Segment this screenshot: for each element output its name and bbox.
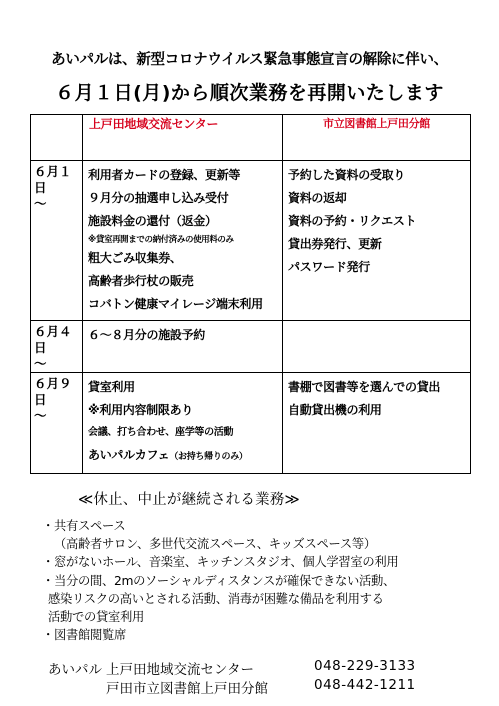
list-item: ・共有スペース xyxy=(42,519,126,533)
service-item: 貸出券発行、更新 xyxy=(288,237,382,251)
list-item: ・図書館閲覧席 xyxy=(42,628,126,643)
date-cell xyxy=(31,373,83,474)
suspended-list xyxy=(42,517,482,644)
service-item: 貸室利用 xyxy=(88,380,135,394)
center-services xyxy=(83,321,283,373)
suspended-title: ≪休止、中止が継続される業務≫ xyxy=(78,492,300,508)
table-row xyxy=(31,321,471,373)
table-header-row xyxy=(31,115,471,161)
service-item-cafe xyxy=(88,444,282,469)
service-item: 資料の返却 xyxy=(288,191,347,205)
date-tilde: ～ xyxy=(34,408,47,423)
date-tilde: ～ xyxy=(34,196,47,211)
date-label: ６月９日 xyxy=(34,376,72,407)
library-services xyxy=(283,161,471,321)
service-item: 書棚で図書等を選んでの貸出 xyxy=(288,380,441,394)
header-library: 市立図書館上戸田分館 xyxy=(283,115,471,161)
contact-name: 上戸田地域交流センター xyxy=(106,662,254,678)
service-item: 利用者カードの登録、更新等 xyxy=(88,168,241,182)
service-item: パスワード発行 xyxy=(288,260,370,274)
service-item: 高齢者歩行杖の販売 xyxy=(88,274,194,288)
contact-name: 戸田市立図書館上戸田分館 xyxy=(106,681,268,697)
date-label: ６月４日 xyxy=(34,324,72,355)
header-blank-cell xyxy=(31,115,83,161)
date-cell xyxy=(31,321,83,373)
list-item: ・窓がないホール、音楽室、キッチンスタジオ、個人学習室の利用 xyxy=(42,555,399,570)
contact-row xyxy=(48,677,468,696)
service-item: 粗大ごみ収集券、 xyxy=(88,251,182,265)
service-item: 予約した資料の受取り xyxy=(288,168,406,182)
contact-phone: 048-229-3133 xyxy=(314,658,416,674)
list-item: 感染リスクの高いとされる活動、消毒が困難な備品を利用する xyxy=(48,591,384,606)
date-tilde: ～ xyxy=(34,356,47,371)
contact-label: あいパル xyxy=(48,662,102,678)
date-cell xyxy=(31,161,83,321)
list-item: ・当分の間、2mのソーシャルディスタンスが確保できない活動、 xyxy=(42,573,396,588)
service-item: 会議、打ち合わせ、座学等の活動 xyxy=(88,427,234,438)
table-row xyxy=(31,161,471,321)
contact-phone: 048-442-1211 xyxy=(314,677,416,693)
table-row xyxy=(31,373,471,474)
service-note: ※貸室再開までの納付済みの使用料のみ xyxy=(88,235,234,245)
cafe-label: あいパルカフェ xyxy=(88,448,170,462)
service-item: コバトン健康マイレージ端末利用 xyxy=(88,297,263,311)
service-item: 自動貸出機の利用 xyxy=(288,403,382,417)
contact-row xyxy=(48,658,468,677)
service-item: 資料の予約・リクエスト xyxy=(288,214,417,228)
headline-line2: ６月１日(月)から順次業務を再開いたします xyxy=(55,82,444,104)
list-item: （高齢者サロン、多世代交流スペース、キッズスペース等） xyxy=(54,537,376,552)
date-label: ６月１日 xyxy=(34,164,72,195)
cafe-note: （お持ち帰りのみ） xyxy=(169,452,248,462)
service-item: ９月分の抽選申し込み受付 xyxy=(88,191,229,205)
contact-block xyxy=(48,658,468,696)
headline-line1: あいパルは、新型コロナウイルス緊急事態宣言の解除に伴い、 xyxy=(51,52,448,68)
service-item: ６～８月分の施設予約 xyxy=(88,328,206,342)
library-services xyxy=(283,373,471,474)
center-services xyxy=(83,161,283,321)
center-services xyxy=(83,373,283,474)
list-item: 活動での貸室利用 xyxy=(48,610,144,625)
library-services xyxy=(283,321,471,373)
schedule-table xyxy=(30,114,471,474)
header-center: 上戸田地域交流センター xyxy=(83,115,283,161)
service-item: ※利用内容制限あり xyxy=(88,403,193,417)
service-item: 施設料金の還付（返金） xyxy=(88,214,217,228)
